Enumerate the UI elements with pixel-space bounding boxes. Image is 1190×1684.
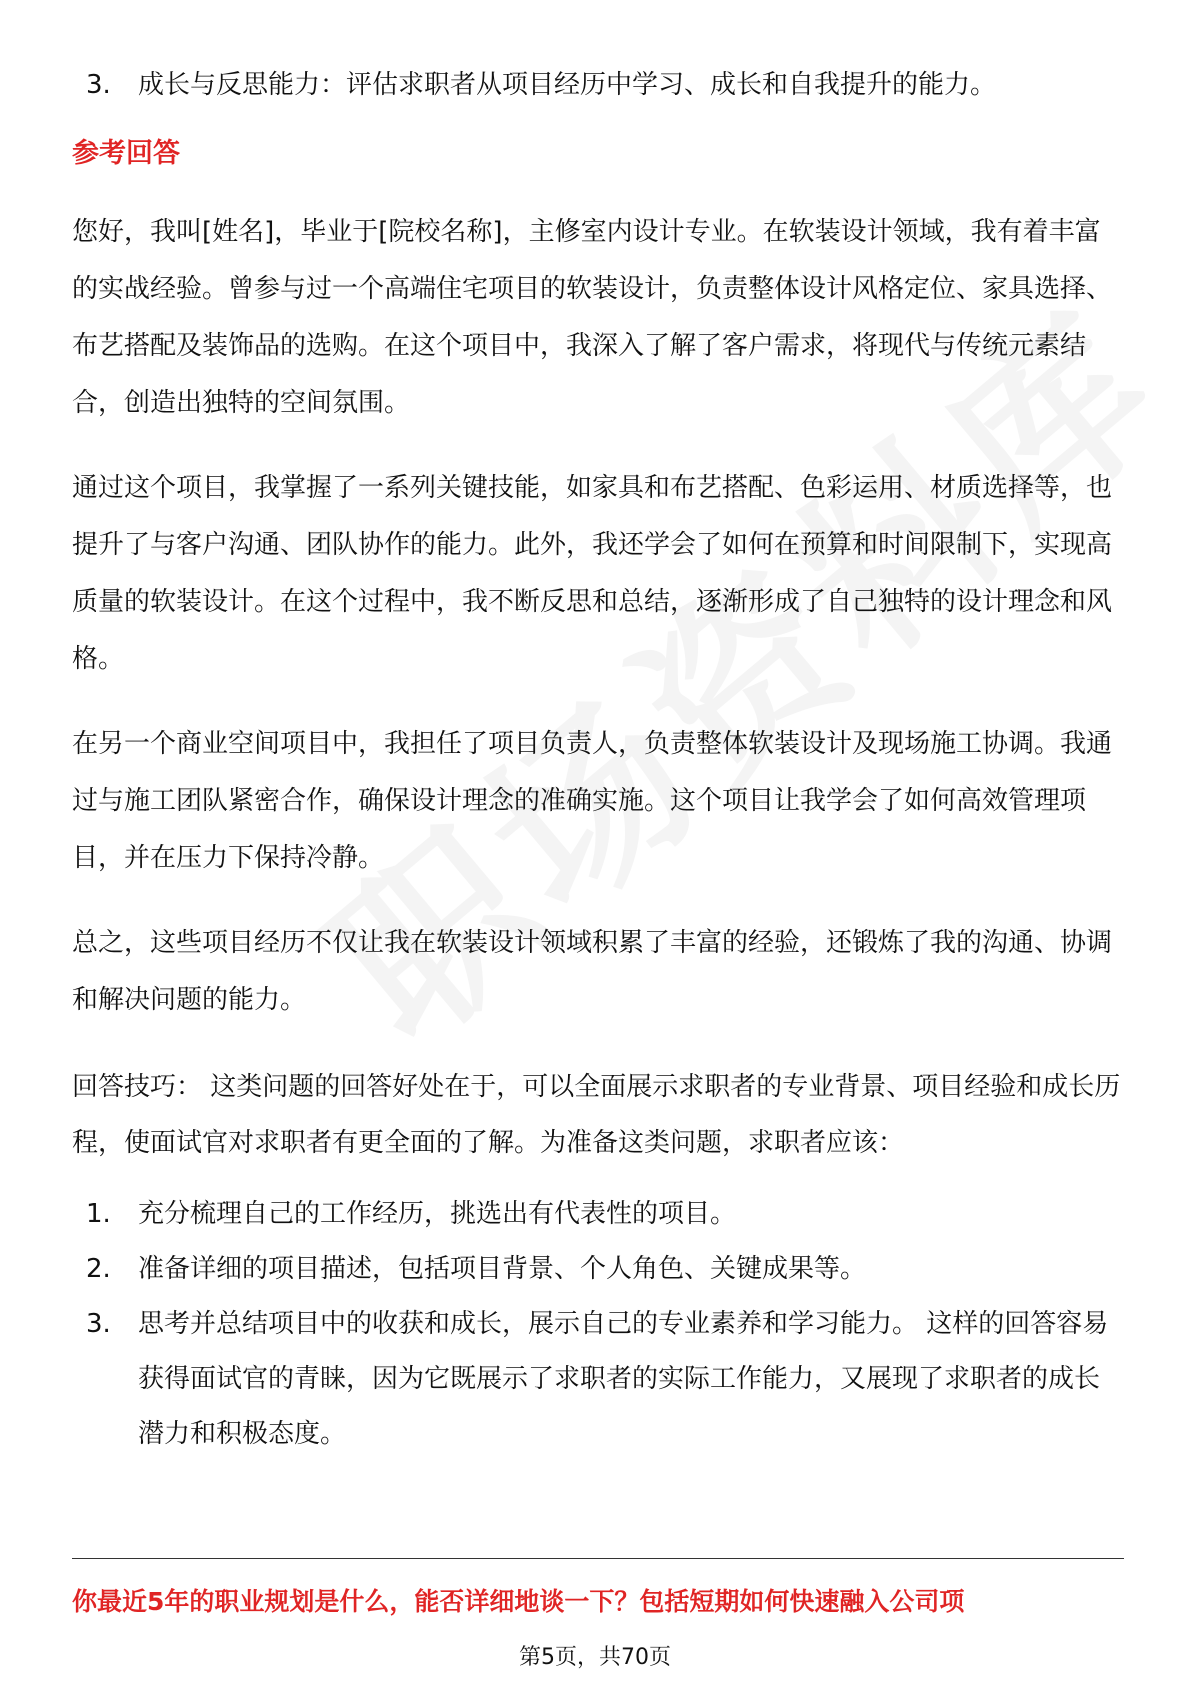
list-item — [72, 1242, 1122, 1297]
answer-paragraph-3: 在另一个商业空间项目中，我担任了项目负责人，负责整体软装设计及现场施工协调。我通过与施工团队紧密合作，确保设计理念的准确实施。这个项目让我学会了如何高效管理项目，并在压力下保持冷静。 — [72, 729, 1113, 873]
item-text: 成长与反思能力：评估求职者从项目经历中学习、成长和自我提升的能力。 — [138, 70, 997, 100]
list-item — [72, 1187, 1122, 1242]
page-number: 第5页，共70页 — [519, 1645, 671, 1670]
item-number: 1. — [86, 1199, 111, 1229]
item-text: 思考并总结项目中的收获和成长，展示自己的专业素养和学习能力。 这样的回答容易获得面试官的青睐，因为它既展示了求职者的实际工作能力，又展现了求职者的成长潜力和积极态度。 — [138, 1309, 1109, 1449]
item-text: 准备详细的项目描述，包括项目背景、个人角色、关键成果等。 — [138, 1254, 867, 1284]
next-question-heading: 你最近5年的职业规划是什么，能否详细地谈一下？包括短期如何快速融入公司项 — [72, 1587, 965, 1616]
section-title: 参考回答 — [72, 138, 180, 169]
answer-tips: 回答技巧： 这类问题的回答好处在于，可以全面展示求职者的专业背景、项目经验和成长历程，使面试官对求职者有更全面的了解。为准备这类问题，求职者应该： — [72, 1072, 1121, 1158]
answer-paragraph-2: 通过这个项目，我掌握了一系列关键技能，如家具和布艺搭配、色彩运用、材质选择等，也提升了与客户沟通、团队协作的能力。此外，我还学会了如何在预算和时间限制下，实现高质量的软装设计。在这个过程中，我不断反思和总结，逐渐形成了自己独特的设计理念和风格。 — [72, 473, 1113, 674]
answer-paragraph-1: 您好，我叫[姓名]，毕业于[院校名称]，主修室内设计专业。在软装设计领域，我有着丰富的实战经验。曾参与过一个高端住宅项目的软装设计，负责整体设计风格定位、家具选择、布艺搭配及装饰品的选购。在这个项目中，我深入了解了客户需求，将现代与传统元素结合，创造出独特的空间氛围。 — [72, 217, 1113, 418]
item-number: 3. — [86, 1309, 111, 1339]
item-number: 3. — [86, 70, 111, 100]
main-content — [72, 58, 1122, 1462]
criteria-item-3 — [72, 58, 1122, 112]
item-text: 充分梳理自己的工作经历，挑选出有代表性的项目。 — [138, 1199, 737, 1229]
list-item — [72, 1297, 1122, 1462]
tips-list — [72, 1187, 1122, 1462]
divider — [72, 1558, 1124, 1559]
answer-paragraph-4: 总之，这些项目经历不仅让我在软装设计领域积累了丰富的经验，还锻炼了我的沟通、协调和解决问题的能力。 — [72, 928, 1113, 1015]
item-number: 2. — [86, 1254, 111, 1284]
